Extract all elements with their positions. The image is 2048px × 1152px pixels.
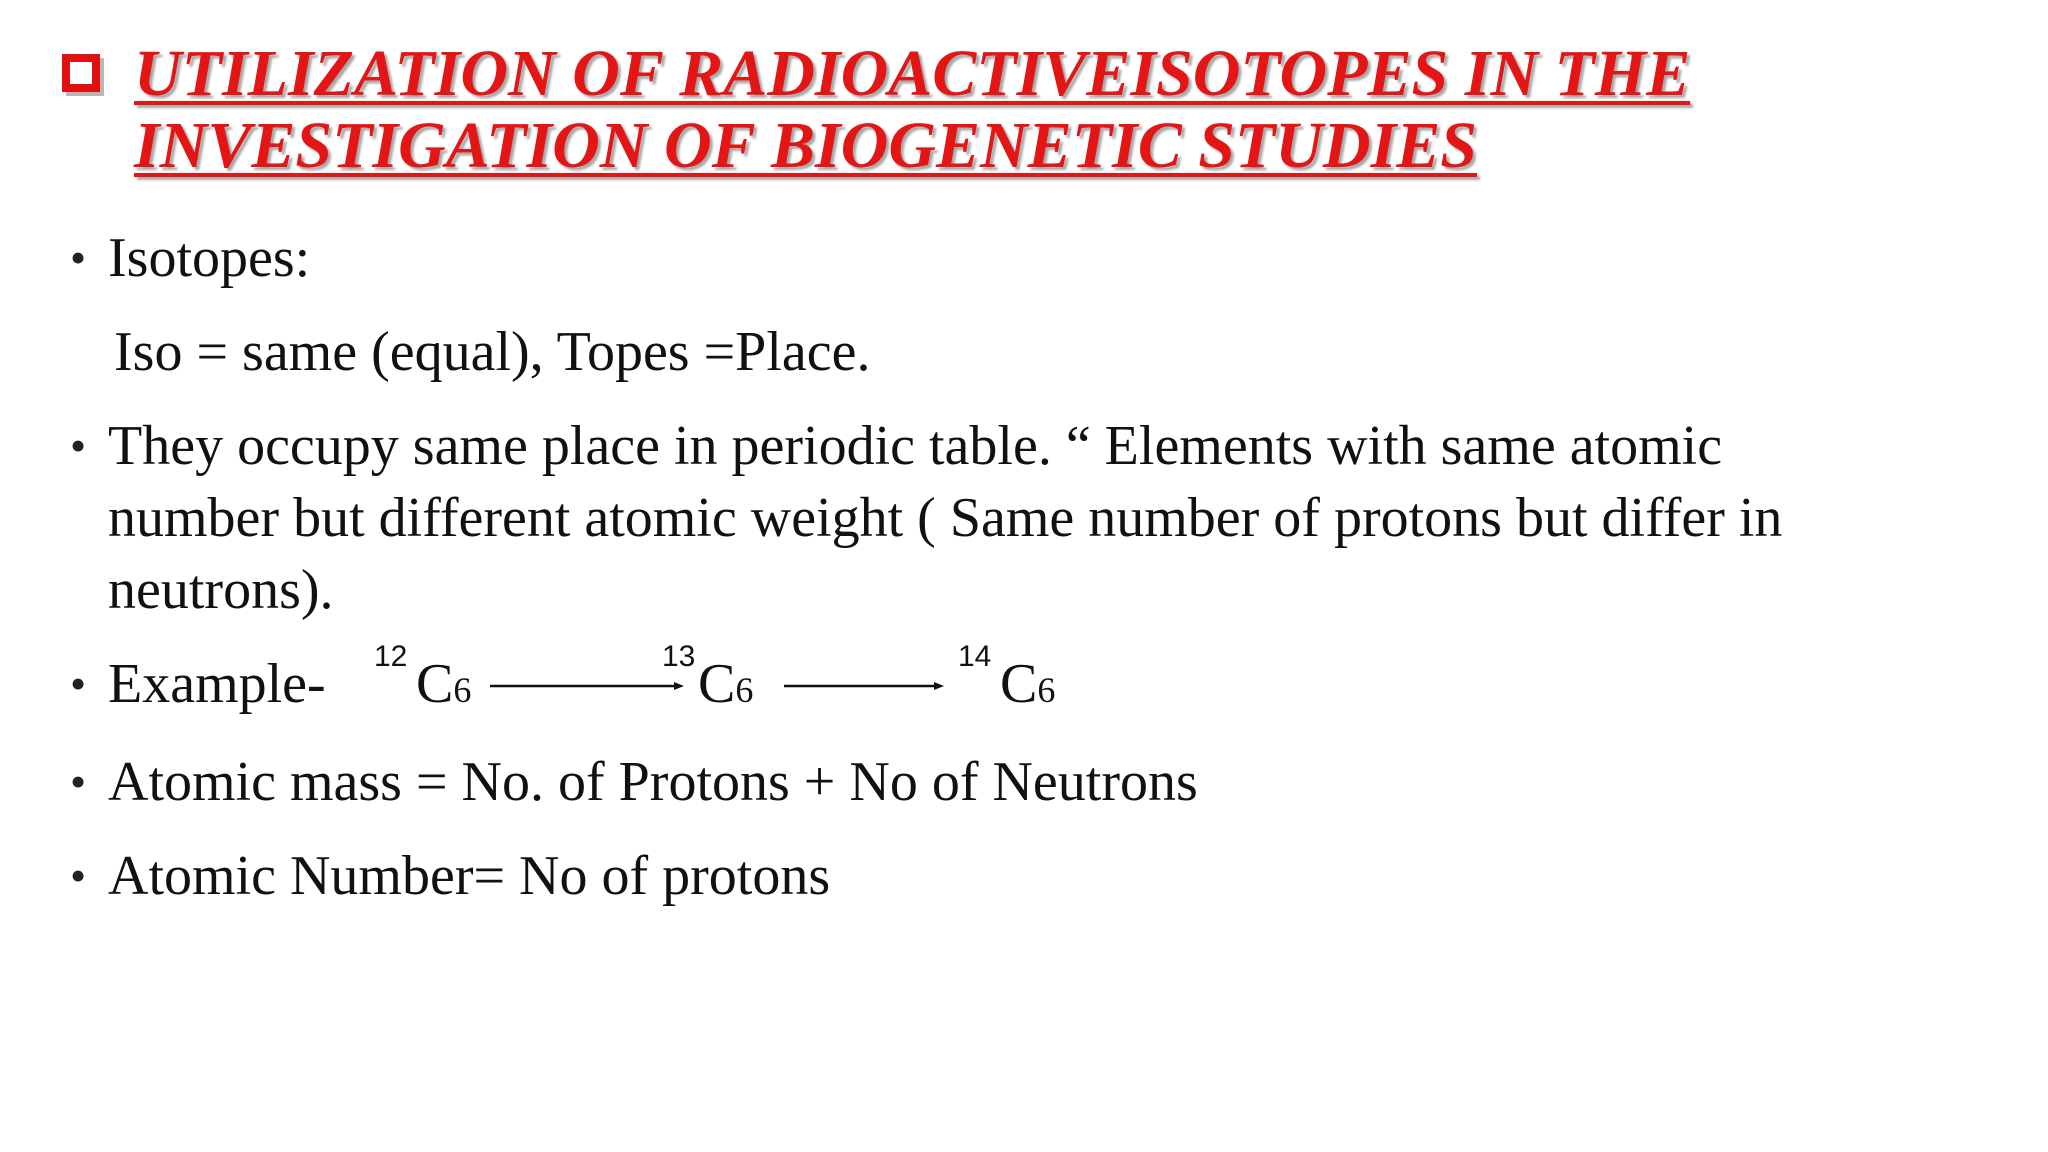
bullet-atomic-mass: • Atomic mass = No. of Protons + No of Neutrons [108,750,1198,814]
bullet-periodic-line-2: number but different atomic weight ( Same number of protons but differ in [108,487,1783,549]
isotope-number: 6 [453,670,472,710]
arrow-right-icon [784,682,944,690]
isotope-mass: 14 [958,640,992,673]
isotope-mass: 12 [374,640,408,673]
arrow-right-icon [490,682,684,690]
isotope-number: 6 [735,670,754,710]
title-line-1: UTILIZATION OF RADIOACTIVEISOTOPES IN THE [134,37,1691,110]
example-label: • Example- [108,652,326,716]
isotope-symbol: C [1000,653,1038,715]
title-line-2: INVESTIGATION OF BIOGENETIC STUDIES [134,109,1477,182]
isotope-symbol: C [698,653,736,715]
bullet-atomic-number: • Atomic Number= No of protons [108,844,830,908]
example-row [108,640,1208,732]
bullet-periodic-line-1: • They occupy same place in periodic table. “ Elements with same atomic [108,414,1722,478]
isotope-symbol: C [416,653,454,715]
isotope-number: 6 [1037,670,1056,710]
isotope-mass: 13 [662,640,696,673]
bullet-periodic-line-3: neutrons). [108,559,334,621]
iso-definition: Iso = same (equal), Topes =Place. [114,321,871,383]
bullet-isotopes: • Isotopes: [108,226,310,290]
